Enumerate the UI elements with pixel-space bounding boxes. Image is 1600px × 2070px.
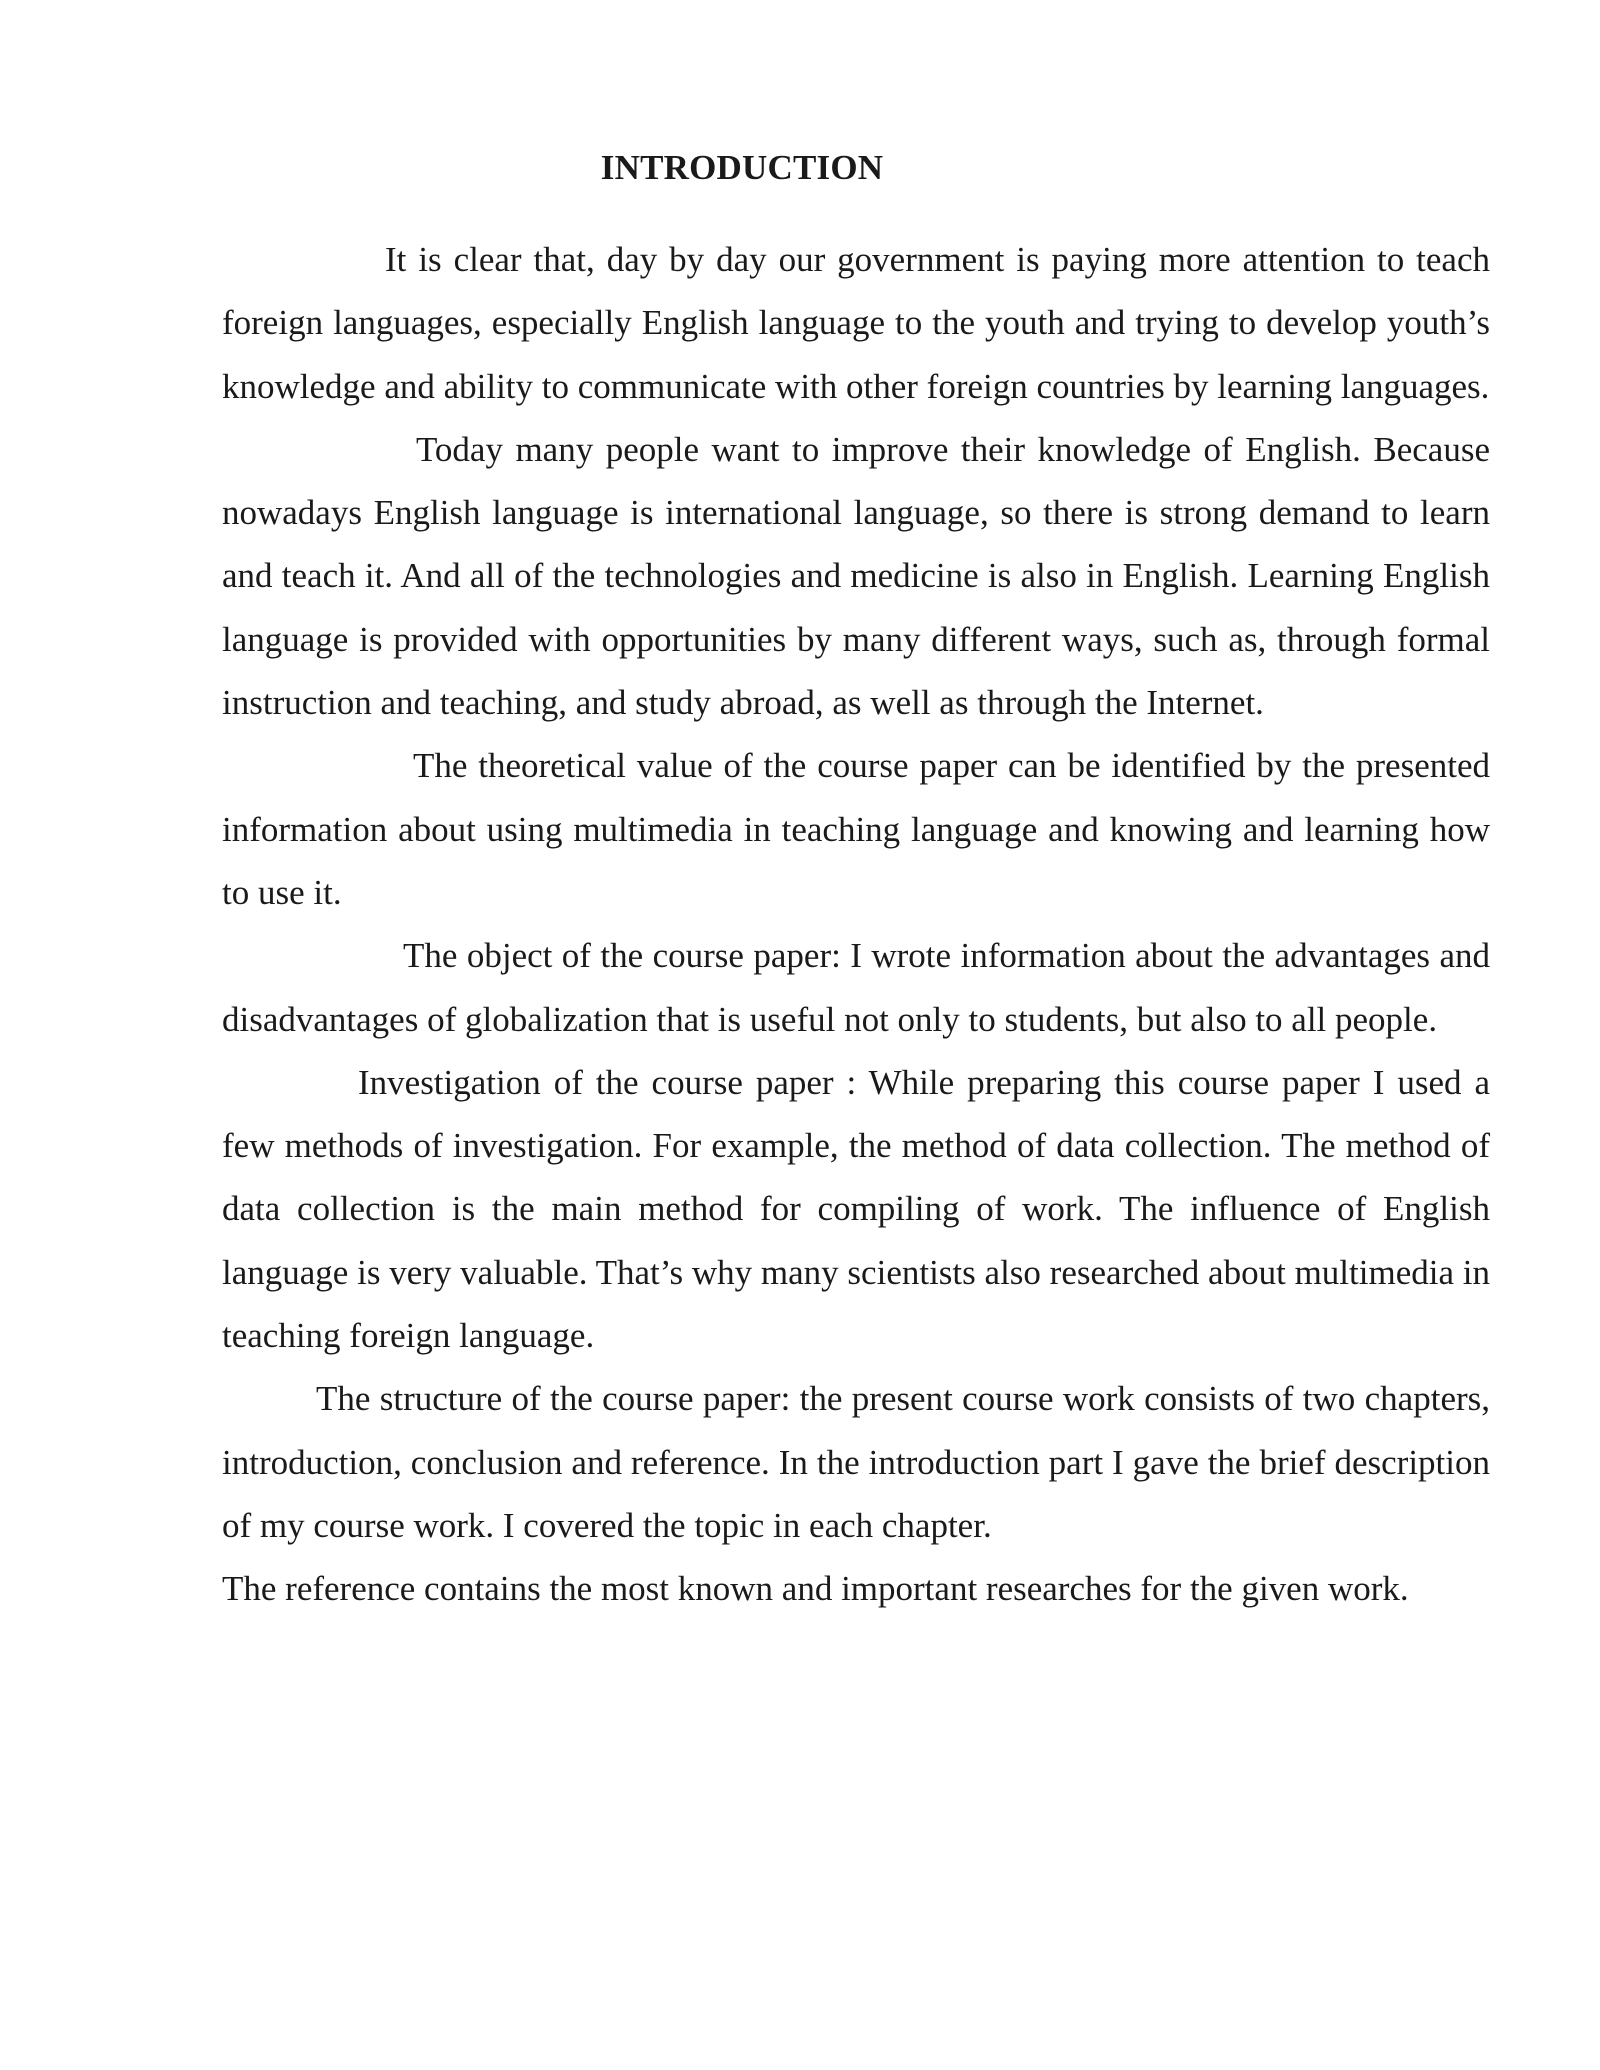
document-body — [222, 228, 1490, 1621]
paragraph-theoretical-value: The theoretical value of the course paper can be identified by the presented information about using multimedia in teaching language and knowing and learning how to use it. — [222, 746, 1490, 912]
paragraph-government-attention: It is clear that, day by day our government is paying more attention to teach foreign languages, especially English language to the youth and trying to develop youth’s knowledge and ability to communicate with other foreign countries by learning languages. — [222, 240, 1490, 406]
paragraph-structure: The structure of the course paper: the present course work consists of two chapters, introduction, conclusion and reference. In the introduction part I gave the brief description of my course work. I covered the topic in each chapter. — [222, 1379, 1490, 1545]
paragraph-investigation: Investigation of the course paper : While preparing this course paper I used a few methods of investigation. For example, the method of data collection. The method of data collection is the main method for compiling of work. The influence of English language is very valuable. That’s why many scientists also researched about multimedia in teaching foreign language. — [222, 1062, 1490, 1356]
paragraph-object: The object of the course paper: I wrote information about the advantages and disadvantages of globalization that is useful not only to students, but also to all people. — [222, 936, 1490, 1039]
paragraph-reference: The reference contains the most known and important researches for the given work. — [222, 1569, 1409, 1609]
paragraph-english-demand: Today many people want to improve their knowledge of English. Because nowadays English language is international language, so there is strong demand to learn and teach it. And all of the technologies and medicine is also in English. Learning English language is provided with opportunities by many different ways, such as, through formal instruction and teaching, and study abroad, as well as through the Internet. — [222, 429, 1490, 723]
page-title: INTRODUCTION — [600, 148, 884, 187]
